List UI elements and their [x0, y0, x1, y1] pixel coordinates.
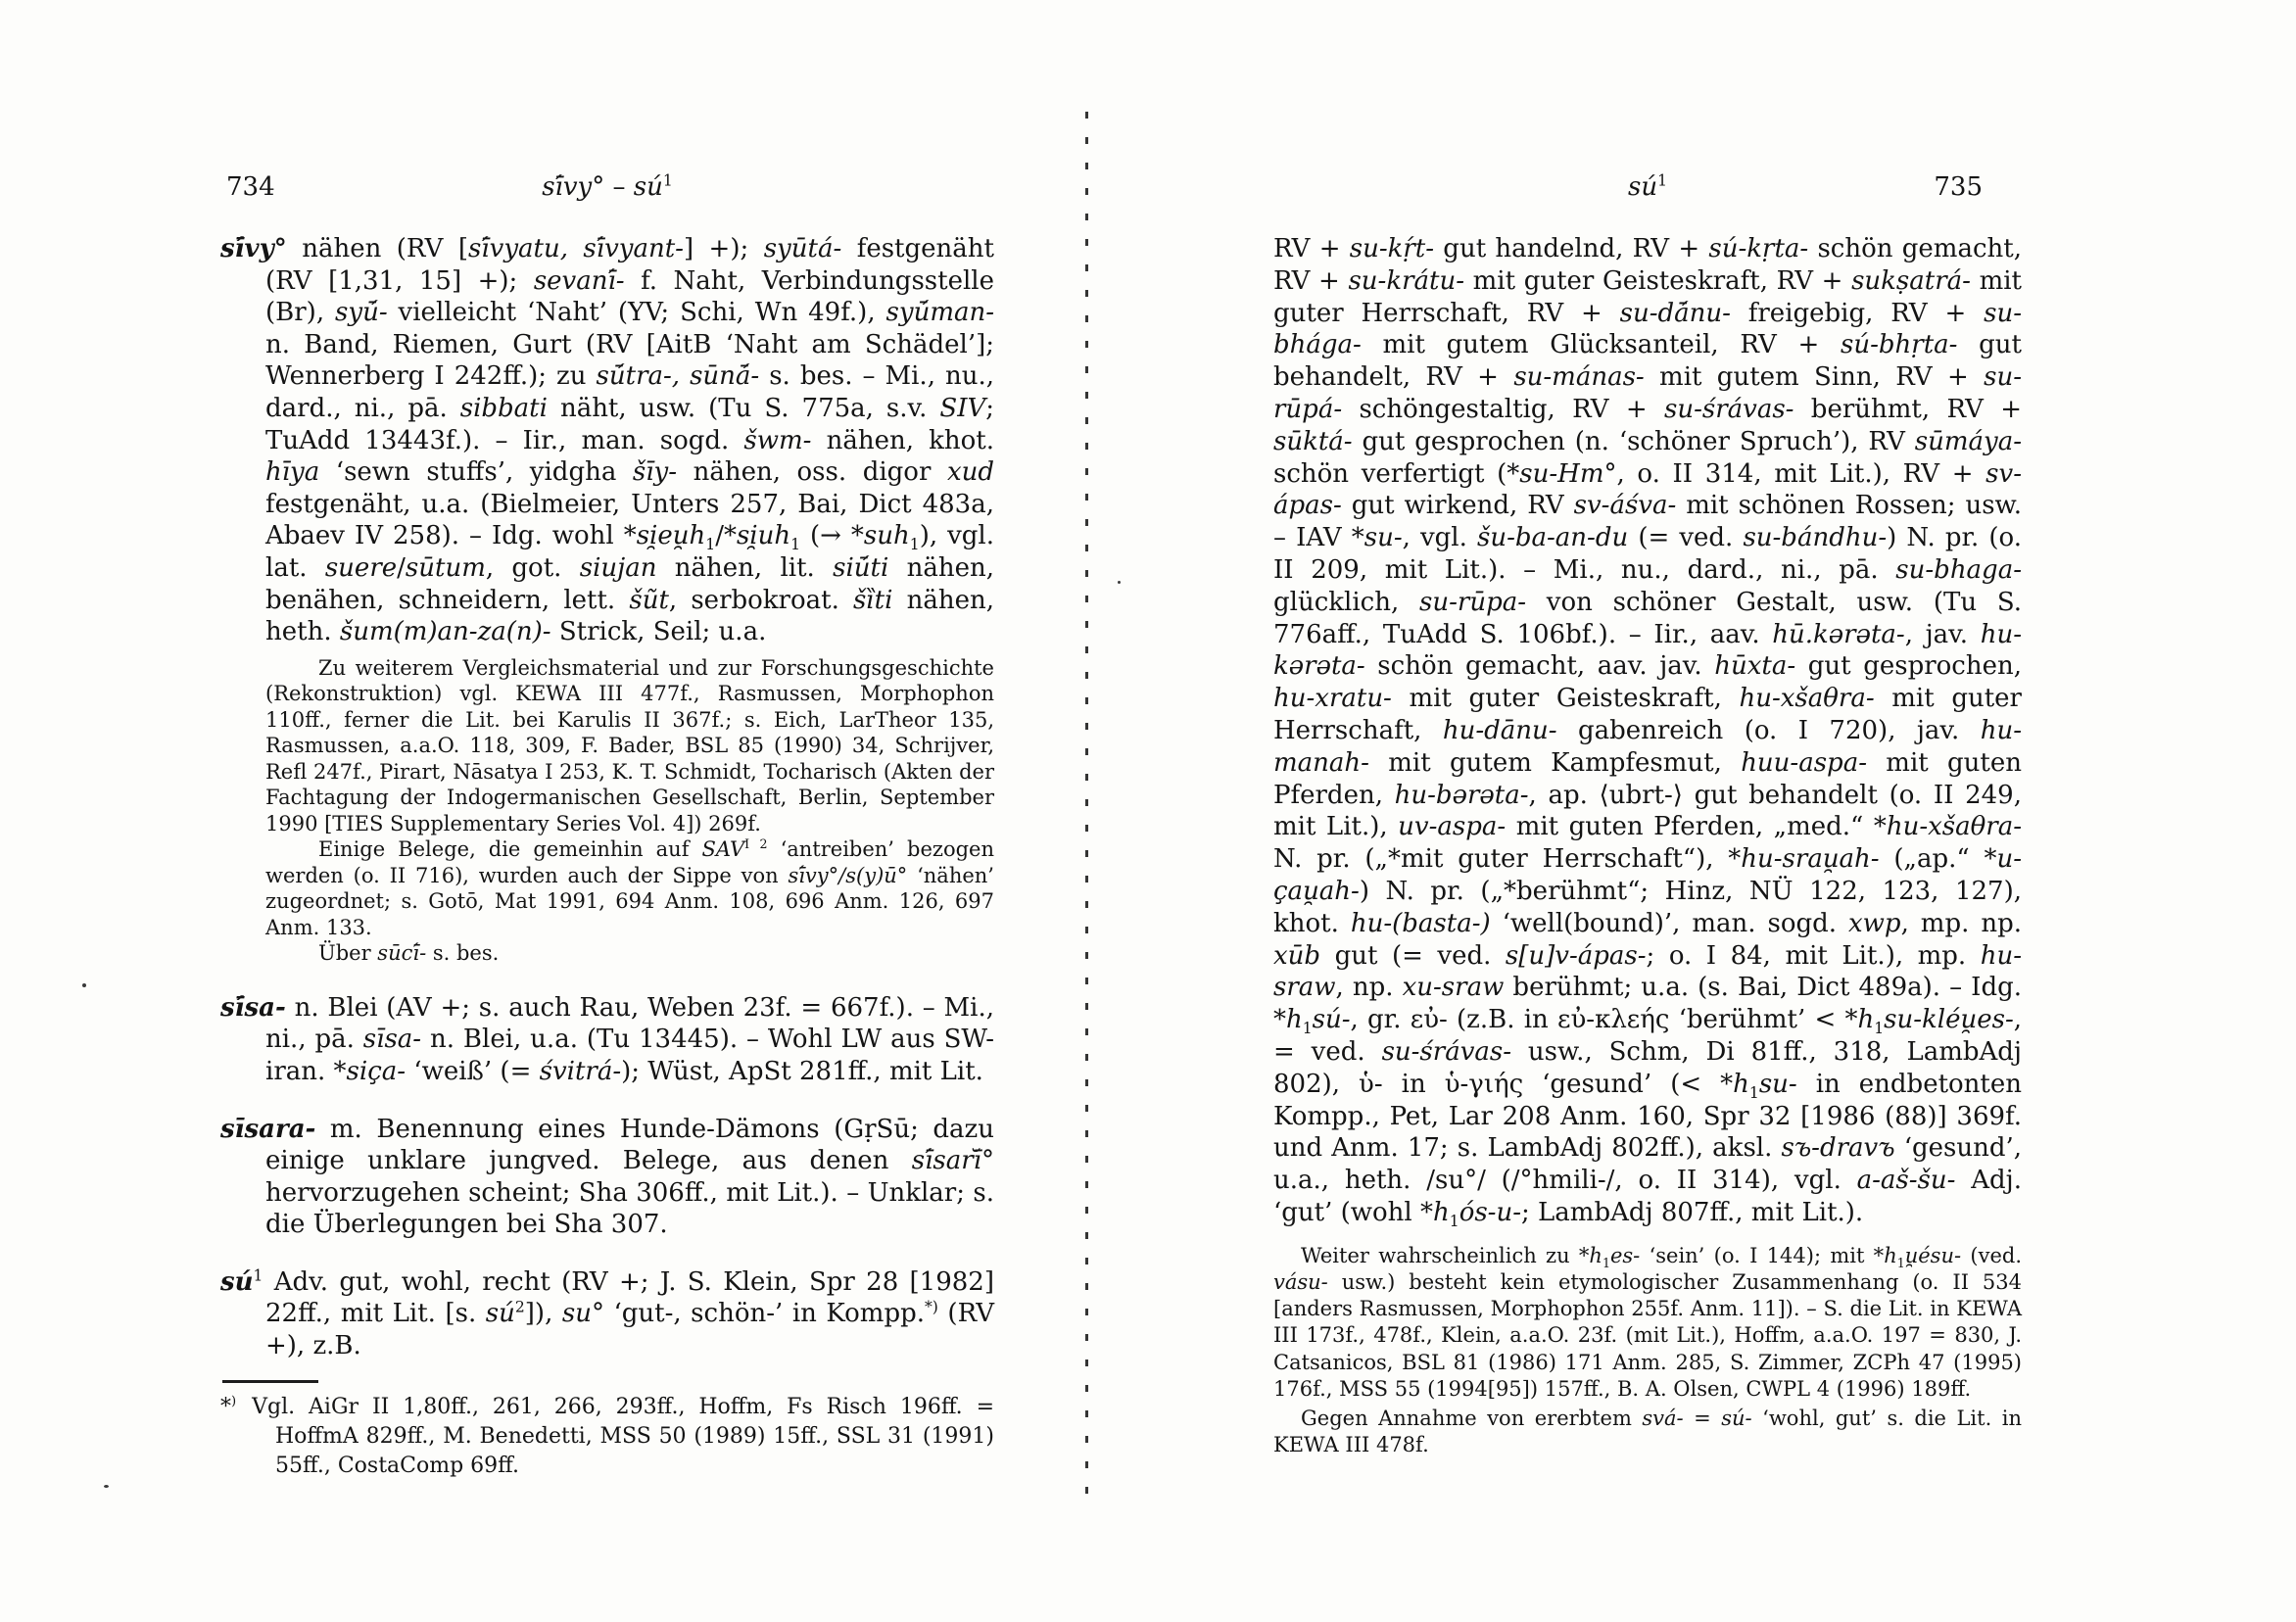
petit-block: [265, 655, 994, 967]
page-divider: [1085, 112, 1088, 1506]
page-number-left: 734: [226, 172, 275, 202]
page-left-734: [220, 172, 994, 1481]
footnote-text: Vgl. AiGr II 1,80ff., 261, 266, 293ff., Hoffm, Fs Risch 196ff. = HoffmA 829ff., M. Benedetti, MSS 50 (1989) 15ff., SSL 31 (1991) 55ff., CostaComp 69ff.: [252, 1394, 994, 1478]
page-right-735: [1273, 172, 2022, 1458]
page-body-right: [1273, 233, 2022, 1458]
footnote: [220, 1393, 994, 1481]
entry-su: $sú^1$ Adv. gut, wohl, recht (RV +; J. S. Klein, Spr 28 [1982] 22ff., mit Lit. [s. $sú^2$]), su° ‘gut-, schön-’ in Kompp.*) (RV +), z.B.: [220, 1266, 994, 1361]
entry-sisara: sīsara- m. Benennung eines Hunde-Dämons (GṛSū; dazu einige unklare jungved. Belege, aus denen sī́sarī̆° hervorzugehen scheint; Sha 306ff., mit Lit.). – Unklar; s. die Überlegungen bei Sha 307.: [220, 1114, 994, 1240]
petit-paragraph-ueber-suci: Über sūcī́- s. bes.: [318, 941, 500, 966]
entry-sisa: sī́sa- n. Blei (AV +; s. auch Rau, Weben 23f. = 667f.). – Mi., ni., pā. sīsa- n. Blei, u.a. (Tu 13445). – Wohl LW aus SW-iran. *siça- ‘weiß’ (= śvitrá-); Wüst, ApSt 281ff., mit Lit.: [220, 992, 994, 1086]
page-header-left: [220, 172, 994, 210]
petit-paragraph-einige-belege: Einige Belege, die gemeinhin auf $SAV^{I 2}$ ‘antreiben’ bezogen werden (o. II 716), wurden auch der Sippe von sī́vy°/s(y)ū° ‘nähen’ zugeordnet; s. Gotō, Mat 1991, 694 Anm. 108, 696 Anm. 126, 697 Anm. 133.: [265, 836, 994, 939]
footnote-marker: *): [220, 1394, 237, 1419]
footnote-rule: [222, 1380, 318, 1383]
running-head-right: $sú^1$: [1627, 171, 1667, 202]
page-header-right: [1273, 172, 2022, 210]
scan-speck: [1118, 581, 1121, 584]
petit-paragraph-gegen-annahme: Gegen Annahme von ererbtem svá- = sú- ‘wohl, gut’ s. die Lit. in KEWA III 478f.: [1273, 1406, 2022, 1457]
running-head-left: sī́vy° – $sú^1$: [542, 171, 673, 202]
page-body-left: [220, 233, 994, 1481]
page-number-right: 735: [1934, 172, 1983, 202]
petit-paragraph-weiter: Weiter wahrscheinlich zu $*h_1es-$ ‘sein’ (o. I 144); mit $*h_1u̯ésu-$ (ved. vásu- usw.) besteht kein etymologischer Zusammenhang (o. II 534 [anders Rasmussen, Morphophon 255f. Anm. 11]). – S. die Lit. in KEWA III 173f., 478f., Klein, a.a.O. 23f. (mit Lit.), Hoffm, a.a.O. 197 = 830, J. Catsanicos, BSL 81 (1986) 171 Anm. 285, S. Zimmer, ZCPh 47 (1995) 176f., MSS 55 (1994[95]) 157ff., B. A. Olsen, CWPL 4 (1996) 189ff.: [1273, 1243, 2022, 1401]
entry-sivy: sī́vy° nähen (RV [sī́vyatu, sī́vyant-] +); syūtá- festgenäht (RV [1,31, 15] +); sevanī́- f. Naht, Verbindungsstelle (Br), syū́- vielleicht ‘Naht’ (YV; Schi, Wn 49f.), syū́man- n. Band, Riemen, Gurt (RV [AitB ‘Naht am Schädel’]; Wennerberg I 242ff.); zu sū́tra-, sūnā́- s. bes. – Mi., nu., dard., ni., pā. sibbati näht, usw. (Tu S. 775a, s.v. SIV; TuAdd 13443f.). – Iir., man. sogd. šwm- nähen, khot. hīya ‘sewn stuffs’, yidgha šīy- nähen, oss. digor xud festgenäht, u.a. (Bielmeier, Unters 257, Bai, Dict 483a, Abaev IV 258). – Idg. wohl $*si̯eu̯h_1/*si̯uh_1$ (→ *suh$_1$), vgl. lat. suere/sūtum, got. siujan nähen, lit. siū́ti nähen, benähen, schneidern, lett. šũt, serbokroat. šȉti nähen, heth. šum(m)an-za(n)- Strick, Seil; u.a.: [220, 234, 995, 647]
scan-speck: [104, 1485, 109, 1488]
petit-paragraph-comparative-material: Zu weiterem Vergleichsmaterial und zur Forschungsgeschichte (Rekonstruktion) vgl. KEWA III 477f., Rasmussen, Morphophon 110ff., ferner die Lit. bei Karulis II 367f.; s. Eich, LarTheor 135, Rasmussen, a.a.O. 118, 309, F. Bader, BSL 85 (1990) 34, Schrijver, Refl 247f., Pirart, Nāsatya I 253, K. T. Schmidt, Tocharisch (Akten der Fachtagung der Indogermanischen Gesellschaft, Berlin, September 1990 [TIES Supplementary Series Vol. 4]) 269f.: [265, 655, 994, 835]
scan-speck: [82, 983, 86, 987]
entry-su-continuation: RV + su-kṛ́t- gut handelnd, RV + sú-kṛta- schön gemacht, RV + su-krátu- mit guter Geisteskraft, RV + sukṣatrá- mit guter Herrschaft, RV + su-dā́nu- freigebig, RV + su-bhága- mit gutem Glücksanteil, RV + sú-bhṛta- gut behandelt, RV + su-mánas- mit gutem Sinn, RV + su-rūpá- schöngestaltig, RV + su-śrávas- berühmt, RV + sūktá- gut gesprochen (n. ‘schöner Spruch’), RV sūmáya- schön verfertigt (*su-Hm°, o. II 314, mit Lit.), RV + sv-ápas- gut wirkend, RV sv-áśva- mit schönen Rossen; usw. – IAV *su-, vgl. šu-ba-an-du (= ved. su-bándhu-) N. pr. (o. II 209, mit Lit.). – Mi., nu., dard., ni., pā. su-bhaga- glücklich, su-rūpa- von schöner Gestalt, usw. (Tu S. 776aff., TuAdd S. 106bf.). – Iir., aav. hū.kərəta-, jav. hu-kərəta- schön gemacht, aav. jav. hūxta- gut gesprochen, hu-xratu- mit guter Geisteskraft, hu-xšaθra- mit guter Herrschaft, hu-dānu- gabenreich (o. I 720), jav. hu-manah- mit gutem Kampfesmut, huu-aspa- mit guten Pferden, hu-bərəta-, ap. ⟨ubrt-⟩ gut behandelt (o. II 249, mit Lit.), uv-aspa- mit guten Pferden, „med.“ *hu-xšaθra- N. pr. („*mit guter Herrschaft“), *hu-srau̯ah- („ap.“ *u-çau̯ah-) N. pr. („*berühmt“; Hinz, NÜ 122, 123, 127), khot. hu-(basta-) ‘well(bound)’, man. sogd. xwp, mp. np. xūb gut (= ved. s[u]v-ápas-; o. I 84, mit Lit.), mp. hu-sraw, np. xu-sraw berühmt; u.a. (s. Bai, Dict 489a). – Idg. $*h_1sú-$, gr. εὐ- (z.B. in εὐ-κλεής ‘berühmt’ < $*h_1su-kléu̯es-$, = ved. su-śrávas- usw., Schm, Di 81ff., 318, LambAdj 802), ὑ- in ὑ-γιής ‘gesund’ (< $*h_1su-$ in endbetonten Kompp., Pet, Lar 208 Anm. 160, Spr 32 [1986 (88)] 369f. und Anm. 17; s. LambAdj 802ff.), aksl. sъ-dravъ ‘gesund’, u.a., heth. /su°/ (/°hmili-/, o. II 314), vgl. a-aš-šu- Adj. ‘gut’ (wohl $*h_1ós-u-$; LambAdj 807ff., mit Lit.).: [1273, 234, 2023, 1231]
